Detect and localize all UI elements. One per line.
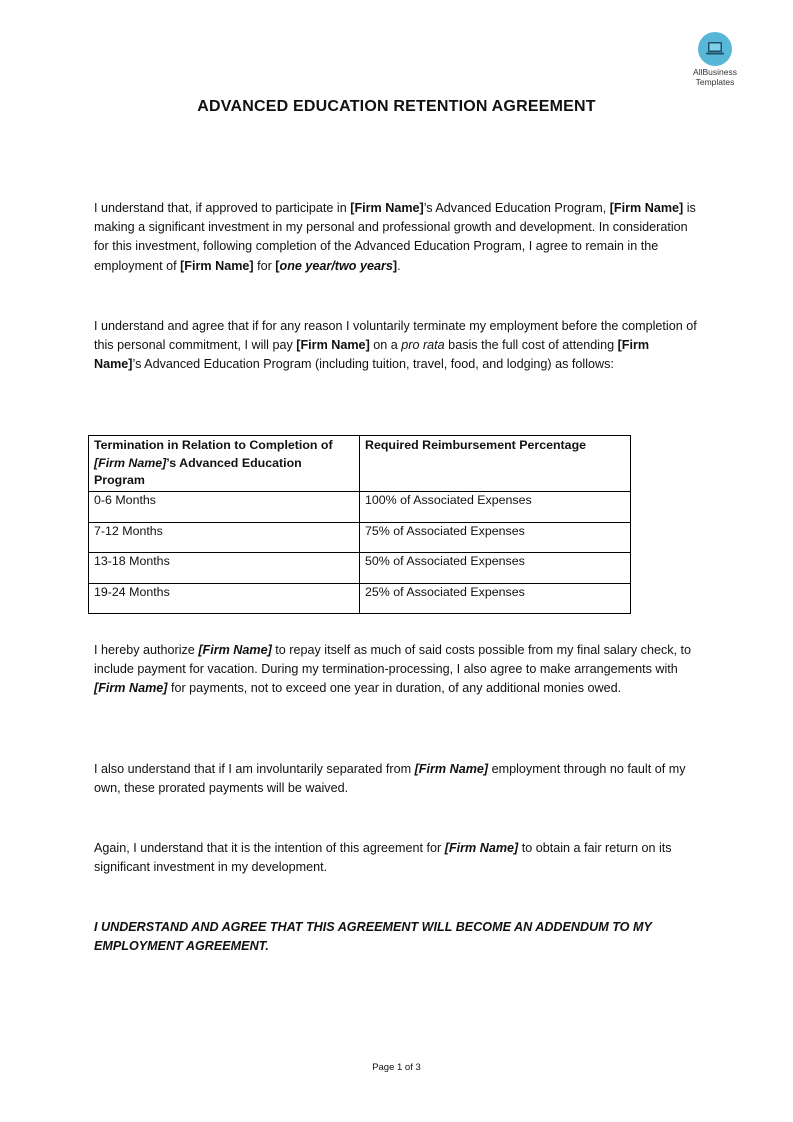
paragraph-involuntary: I also understand that if I am involuntarily separated from [Firm Name] employment through no fault of my own, these prorated payments will be waived. <box>94 762 686 796</box>
percentage-cell: 75% of Associated Expenses <box>360 522 631 553</box>
period-cell: 7-12 Months <box>89 522 360 553</box>
paragraph-intention: Again, I understand that it is the intention of this agreement for [Firm Name] to obtain a fair return on its significant investment in my development. <box>94 841 672 875</box>
period-cell: 0-6 Months <box>89 492 360 523</box>
document-title: ADVANCED EDUCATION RETENTION AGREEMENT <box>197 98 596 115</box>
reimbursement-table <box>88 435 631 614</box>
page-number: Page 1 of 3 <box>372 1062 421 1073</box>
paragraph-authorization: I hereby authorize [Firm Name] to repay itself as much of said costs possible from my final salary check, to include payment for vacation. During my termination-processing, I also agree to make arrangements with [Firm Name] for payments, not to exceed one year in duration, of any additional monies owed. <box>94 643 692 696</box>
table-row <box>89 522 631 553</box>
laptop-icon <box>698 32 732 66</box>
header-termination: Termination in Relation to Completion of [Firm Name]’s Advanced Education Program <box>89 436 360 492</box>
percentage-cell: 50% of Associated Expenses <box>360 553 631 584</box>
period-cell: 13-18 Months <box>89 553 360 584</box>
table-header-row <box>89 436 631 492</box>
header-reimbursement: Required Reimbursement Percentage <box>360 436 631 492</box>
logo-text: AllBusiness Templates <box>693 67 737 87</box>
brand-logo <box>684 32 746 87</box>
period-cell: 19-24 Months <box>89 583 360 614</box>
percentage-cell: 25% of Associated Expenses <box>360 583 631 614</box>
table-row <box>89 583 631 614</box>
percentage-cell: 100% of Associated Expenses <box>360 492 631 523</box>
table-row <box>89 553 631 584</box>
paragraph-voluntary-termination: I understand and agree that if for any reason I voluntarily terminate my employment before the completion of this personal commitment, I will pay [Firm Name] on a pro rata basis the full cost of attending [Firm Name]’s Advanced Education Program (including tuition, travel, food, and lodging) as follows: <box>94 319 697 372</box>
paragraph-participation: I understand that, if approved to participate in [Firm Name]’s Advanced Education Program, [Firm Name] is making a significant investment in my personal and professional growth and development. In consideration for this investment, following completion of the Advanced Education Program, I agree to remain in the employment of [Firm Name] for [one year/two years]. <box>94 201 696 273</box>
table-row <box>89 492 631 523</box>
addendum-statement: I UNDERSTAND AND AGREE THAT THIS AGREEMENT WILL BECOME AN ADDENDUM TO MY EMPLOYMENT AGREEMENT. <box>94 920 652 954</box>
